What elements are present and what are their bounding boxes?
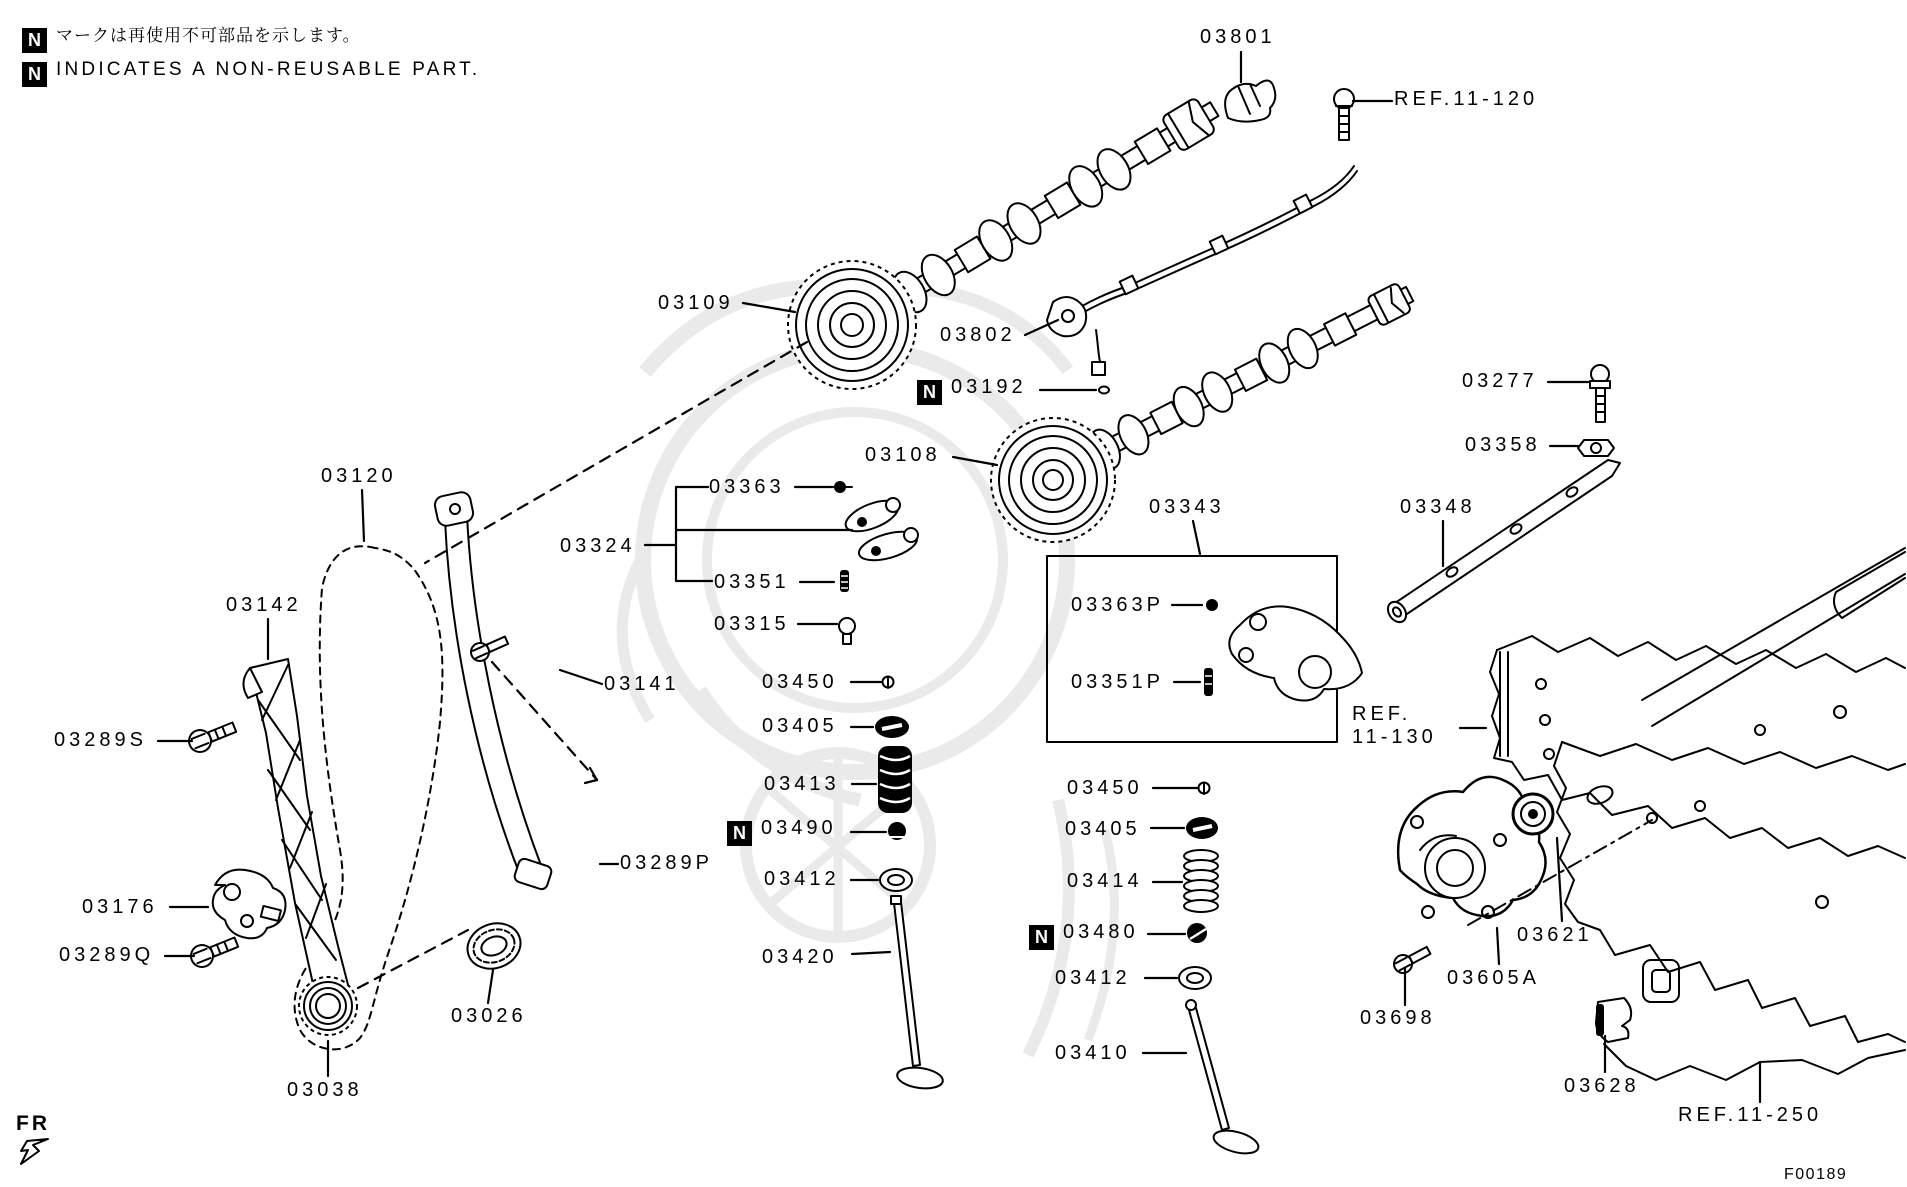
chain-tensioner-drawing xyxy=(213,870,286,939)
reference-label-11-250: REF.11-250 xyxy=(1678,1104,1823,1126)
part-label-03289Q: 03289Q xyxy=(59,944,155,966)
part-label-03412: 03412 xyxy=(764,868,840,890)
part-label-03141: 03141 xyxy=(604,673,680,695)
non-reusable-icon: N xyxy=(22,62,47,87)
part-label-03412: 03412 xyxy=(1055,967,1131,989)
part-label-03108: 03108 xyxy=(865,444,941,466)
figure-code: F00189 xyxy=(1784,1166,1848,1183)
part-label-03413: 03413 xyxy=(764,773,840,795)
non-reusable-icon: N xyxy=(1029,925,1054,950)
bushing-drawing xyxy=(461,916,527,976)
oil-seal-drawing xyxy=(1513,794,1553,834)
rocker-arm-box-drawing xyxy=(1047,556,1362,742)
shaft-bolt-drawing xyxy=(1590,365,1610,422)
part-label-03289S: 03289S xyxy=(54,729,147,751)
note-english: N INDICATES A NON-REUSABLE PART. xyxy=(22,58,480,87)
part-label-03277: 03277 xyxy=(1462,370,1538,392)
part-label-03414: 03414 xyxy=(1067,870,1143,892)
reference-label-11-130: REF. 11-130 xyxy=(1352,703,1437,748)
part-label-03348: 03348 xyxy=(1400,496,1476,518)
part-label-03450: 03450 xyxy=(1067,777,1143,799)
lash-adjuster-parts-drawing xyxy=(834,481,920,644)
chain-guide-blade-drawing xyxy=(433,491,553,891)
part-label-03315: 03315 xyxy=(714,613,790,635)
part-label-03176: 03176 xyxy=(82,896,158,918)
valve-parts-intake-drawing xyxy=(1179,783,1261,1158)
part-label-03480: N 03480 xyxy=(1029,921,1139,950)
part-label-03026: 03026 xyxy=(451,1005,527,1027)
reference-label-11-120: REF.11-120 xyxy=(1394,88,1539,110)
part-label-03698: 03698 xyxy=(1360,1007,1436,1029)
part-label-03120: 03120 xyxy=(321,465,397,487)
shaft-nut-drawing xyxy=(1578,440,1614,456)
part-label-03351: 03351 xyxy=(714,571,790,593)
part-label-03621: 03621 xyxy=(1517,924,1593,946)
rocker-shaft-drawing xyxy=(1384,460,1620,626)
bracket-drawing xyxy=(1596,998,1631,1042)
part-label-03450: 03450 xyxy=(762,671,838,693)
part-label-03358: 03358 xyxy=(1465,434,1541,456)
part-label-03038: 03038 xyxy=(287,1079,363,1101)
part-label-03109: 03109 xyxy=(658,292,734,314)
part-label-03490: N 03490 xyxy=(727,817,837,846)
part-label-03405: 03405 xyxy=(1065,818,1141,840)
part-label-03802: 03802 xyxy=(940,324,1016,346)
group-bracket-03324 xyxy=(645,487,852,581)
valve-parts-exhaust-drawing xyxy=(875,677,944,1092)
crank-sprocket-drawing xyxy=(299,977,357,1035)
part-label-03801: 03801 xyxy=(1200,26,1276,48)
note-japanese: N マークは再使用不可部品を示します。 xyxy=(22,24,361,53)
part-label-03363: 03363 xyxy=(709,476,785,498)
front-direction-arrow xyxy=(21,1139,48,1164)
part-label-03142: 03142 xyxy=(226,594,302,616)
part-label-03628: 03628 xyxy=(1564,1075,1640,1097)
non-reusable-icon: N xyxy=(727,821,752,846)
part-label-03343: 03343 xyxy=(1149,496,1225,518)
front-direction-label: FR xyxy=(16,1112,50,1135)
part-label-03363P: 03363P xyxy=(1071,594,1164,616)
camcap-bolt-drawing xyxy=(1334,89,1354,140)
part-label-03410: 03410 xyxy=(1055,1042,1131,1064)
part-label-03605A: 03605A xyxy=(1447,967,1540,989)
part-label-03351P: 03351P xyxy=(1071,671,1164,693)
part-label-03192: N 03192 xyxy=(917,376,1027,405)
part-label-03289P: 03289P xyxy=(620,852,713,874)
part-label-03420: 03420 xyxy=(762,946,838,968)
non-reusable-icon: N xyxy=(917,380,942,405)
part-label-03405: 03405 xyxy=(762,715,838,737)
bearing-cap-drawing xyxy=(1225,80,1275,121)
non-reusable-icon: N xyxy=(22,28,47,53)
part-label-03324: 03324 xyxy=(560,535,636,557)
